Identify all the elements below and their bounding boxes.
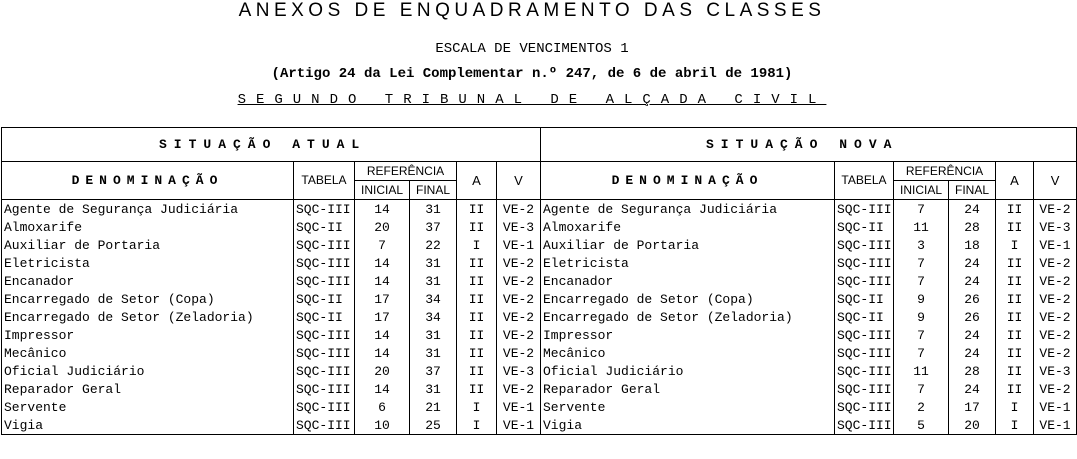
- current-name-cell: Encanador: [2, 272, 294, 290]
- current-name-cell: Oficial Judiciário: [2, 362, 294, 380]
- new-final-cell: 26: [949, 308, 996, 326]
- new-a-cell: II: [996, 200, 1034, 219]
- col-inicial-new: INICIAL: [894, 181, 949, 200]
- current-v-cell: VE-2: [497, 272, 541, 290]
- new-a-cell: I: [996, 416, 1034, 435]
- current-inicial-cell: 20: [355, 218, 410, 236]
- new-final-cell: 28: [949, 218, 996, 236]
- new-name-cell: Reparador Geral: [541, 380, 835, 398]
- current-a-cell: II: [457, 218, 497, 236]
- col-denominacao-current: DENOMINAÇÃO: [2, 162, 294, 200]
- new-tabela-cell: SQC-III: [835, 398, 894, 416]
- table-body: [2, 200, 1077, 435]
- document-title: ANEXOS DE ENQUADRAMENTO DAS CLASSES: [238, 0, 826, 21]
- current-final-cell: 31: [410, 200, 457, 219]
- current-tabela-cell: SQC-III: [294, 416, 355, 435]
- current-final-cell: 31: [410, 254, 457, 272]
- new-v-cell: VE-1: [1034, 236, 1077, 254]
- current-v-cell: VE-1: [497, 416, 541, 435]
- table-row: [2, 218, 1077, 236]
- current-final-cell: 22: [410, 236, 457, 254]
- current-inicial-cell: 10: [355, 416, 410, 435]
- new-name-cell: Servente: [541, 398, 835, 416]
- new-tabela-cell: SQC-III: [835, 326, 894, 344]
- current-tabela-cell: SQC-III: [294, 380, 355, 398]
- new-inicial-cell: 9: [894, 290, 949, 308]
- new-inicial-cell: 7: [894, 344, 949, 362]
- current-a-cell: II: [457, 308, 497, 326]
- current-v-cell: VE-2: [497, 254, 541, 272]
- current-inicial-cell: 17: [355, 290, 410, 308]
- classes-table: [1, 127, 1077, 435]
- current-final-cell: 31: [410, 326, 457, 344]
- current-tabela-cell: SQC-III: [294, 362, 355, 380]
- new-tabela-cell: SQC-II: [835, 218, 894, 236]
- new-inicial-cell: 9: [894, 308, 949, 326]
- new-inicial-cell: 11: [894, 362, 949, 380]
- new-final-cell: 24: [949, 200, 996, 219]
- current-tabela-cell: SQC-III: [294, 236, 355, 254]
- new-name-cell: Impressor: [541, 326, 835, 344]
- table-row: [2, 362, 1077, 380]
- current-inicial-cell: 6: [355, 398, 410, 416]
- table-row: [2, 326, 1077, 344]
- new-inicial-cell: 3: [894, 236, 949, 254]
- new-a-cell: I: [996, 398, 1034, 416]
- current-tabela-cell: SQC-II: [294, 308, 355, 326]
- new-name-cell: Auxiliar de Portaria: [541, 236, 835, 254]
- scale-subtitle: ESCALA DE VENCIMENTOS 1: [435, 41, 629, 57]
- current-v-cell: VE-3: [497, 218, 541, 236]
- current-tabela-cell: SQC-II: [294, 218, 355, 236]
- new-v-cell: VE-3: [1034, 362, 1077, 380]
- current-v-cell: VE-2: [497, 326, 541, 344]
- new-inicial-cell: 11: [894, 218, 949, 236]
- new-v-cell: VE-2: [1034, 344, 1077, 362]
- new-final-cell: 28: [949, 362, 996, 380]
- col-inicial-current: INICIAL: [355, 181, 410, 200]
- new-v-cell: VE-2: [1034, 272, 1077, 290]
- new-v-cell: VE-2: [1034, 326, 1077, 344]
- law-reference: (Artigo 24 da Lei Complementar n.º 247, de 6 de abril de 1981): [271, 66, 793, 82]
- current-inicial-cell: 17: [355, 308, 410, 326]
- new-a-cell: II: [996, 326, 1034, 344]
- new-final-cell: 24: [949, 380, 996, 398]
- current-a-cell: I: [457, 236, 497, 254]
- current-final-cell: 21: [410, 398, 457, 416]
- col-a-current: A: [457, 162, 497, 200]
- new-name-cell: Encanador: [541, 272, 835, 290]
- current-tabela-cell: SQC-III: [294, 326, 355, 344]
- current-tabela-cell: SQC-III: [294, 344, 355, 362]
- current-inicial-cell: 14: [355, 380, 410, 398]
- table-row: [2, 254, 1077, 272]
- new-name-cell: Encarregado de Setor (Copa): [541, 290, 835, 308]
- new-v-cell: VE-2: [1034, 308, 1077, 326]
- new-name-cell: Vigia: [541, 416, 835, 435]
- new-tabela-cell: SQC-II: [835, 308, 894, 326]
- current-tabela-cell: SQC-III: [294, 398, 355, 416]
- new-v-cell: VE-2: [1034, 200, 1077, 219]
- table-row: [2, 272, 1077, 290]
- current-inicial-cell: 14: [355, 272, 410, 290]
- new-name-cell: Mecânico: [541, 344, 835, 362]
- current-v-cell: VE-1: [497, 236, 541, 254]
- current-tabela-cell: SQC-III: [294, 200, 355, 219]
- current-a-cell: II: [457, 362, 497, 380]
- col-tabela-current: TABELA: [294, 162, 355, 200]
- new-final-cell: 24: [949, 272, 996, 290]
- current-name-cell: Vigia: [2, 416, 294, 435]
- table-row: [2, 398, 1077, 416]
- current-name-cell: Agente de Segurança Judiciária: [2, 200, 294, 219]
- new-tabela-cell: SQC-III: [835, 272, 894, 290]
- current-v-cell: VE-2: [497, 380, 541, 398]
- current-name-cell: Reparador Geral: [2, 380, 294, 398]
- new-v-cell: VE-2: [1034, 380, 1077, 398]
- new-inicial-cell: 5: [894, 416, 949, 435]
- court-heading: SEGUNDO TRIBUNAL DE ALÇADA CIVIL: [237, 92, 827, 108]
- new-tabela-cell: SQC-II: [835, 290, 894, 308]
- current-v-cell: VE-2: [497, 200, 541, 219]
- col-a-new: A: [996, 162, 1034, 200]
- new-inicial-cell: 7: [894, 272, 949, 290]
- table-row: [2, 344, 1077, 362]
- current-v-cell: VE-2: [497, 290, 541, 308]
- current-a-cell: II: [457, 326, 497, 344]
- new-tabela-cell: SQC-III: [835, 344, 894, 362]
- current-final-cell: 31: [410, 380, 457, 398]
- table-row: [2, 308, 1077, 326]
- current-inicial-cell: 14: [355, 200, 410, 219]
- current-a-cell: II: [457, 254, 497, 272]
- new-final-cell: 17: [949, 398, 996, 416]
- table-row: [2, 416, 1077, 435]
- col-final-new: FINAL: [949, 181, 996, 200]
- new-tabela-cell: SQC-III: [835, 254, 894, 272]
- new-name-cell: Encarregado de Setor (Zeladoria): [541, 308, 835, 326]
- current-name-cell: Almoxarife: [2, 218, 294, 236]
- section-current: SITUAÇÃO ATUAL: [2, 128, 541, 162]
- new-v-cell: VE-1: [1034, 416, 1077, 435]
- current-a-cell: II: [457, 272, 497, 290]
- new-a-cell: II: [996, 218, 1034, 236]
- new-v-cell: VE-3: [1034, 218, 1077, 236]
- new-name-cell: Oficial Judiciário: [541, 362, 835, 380]
- new-v-cell: VE-2: [1034, 290, 1077, 308]
- col-referencia-current: REFERÊNCIA: [355, 162, 457, 181]
- new-final-cell: 26: [949, 290, 996, 308]
- current-v-cell: VE-1: [497, 398, 541, 416]
- new-tabela-cell: SQC-III: [835, 200, 894, 219]
- current-name-cell: Mecânico: [2, 344, 294, 362]
- current-a-cell: II: [457, 380, 497, 398]
- new-a-cell: II: [996, 344, 1034, 362]
- table-row: [2, 290, 1077, 308]
- current-a-cell: II: [457, 290, 497, 308]
- section-new: SITUAÇÃO NOVA: [541, 128, 1077, 162]
- current-final-cell: 25: [410, 416, 457, 435]
- current-final-cell: 37: [410, 218, 457, 236]
- new-inicial-cell: 7: [894, 326, 949, 344]
- new-final-cell: 24: [949, 254, 996, 272]
- current-name-cell: Servente: [2, 398, 294, 416]
- current-a-cell: I: [457, 398, 497, 416]
- current-name-cell: Impressor: [2, 326, 294, 344]
- new-inicial-cell: 2: [894, 398, 949, 416]
- new-final-cell: 24: [949, 344, 996, 362]
- new-name-cell: Almoxarife: [541, 218, 835, 236]
- new-final-cell: 20: [949, 416, 996, 435]
- new-a-cell: II: [996, 290, 1034, 308]
- new-a-cell: II: [996, 380, 1034, 398]
- table-row: [2, 236, 1077, 254]
- new-v-cell: VE-1: [1034, 398, 1077, 416]
- current-name-cell: Auxiliar de Portaria: [2, 236, 294, 254]
- col-final-current: FINAL: [410, 181, 457, 200]
- current-inicial-cell: 14: [355, 344, 410, 362]
- new-v-cell: VE-2: [1034, 254, 1077, 272]
- current-final-cell: 34: [410, 308, 457, 326]
- current-v-cell: VE-2: [497, 308, 541, 326]
- new-name-cell: Eletricista: [541, 254, 835, 272]
- current-a-cell: II: [457, 200, 497, 219]
- current-v-cell: VE-3: [497, 362, 541, 380]
- current-inicial-cell: 14: [355, 254, 410, 272]
- new-inicial-cell: 7: [894, 380, 949, 398]
- new-tabela-cell: SQC-III: [835, 362, 894, 380]
- current-inicial-cell: 7: [355, 236, 410, 254]
- col-tabela-new: TABELA: [835, 162, 894, 200]
- new-tabela-cell: SQC-III: [835, 416, 894, 435]
- table-row: [2, 200, 1077, 219]
- current-name-cell: Encarregado de Setor (Zeladoria): [2, 308, 294, 326]
- current-a-cell: II: [457, 344, 497, 362]
- current-tabela-cell: SQC-III: [294, 254, 355, 272]
- new-tabela-cell: SQC-III: [835, 380, 894, 398]
- new-inicial-cell: 7: [894, 200, 949, 219]
- new-inicial-cell: 7: [894, 254, 949, 272]
- current-final-cell: 31: [410, 344, 457, 362]
- new-name-cell: Agente de Segurança Judiciária: [541, 200, 835, 219]
- new-final-cell: 18: [949, 236, 996, 254]
- new-tabela-cell: SQC-III: [835, 236, 894, 254]
- current-name-cell: Eletricista: [2, 254, 294, 272]
- current-a-cell: I: [457, 416, 497, 435]
- table-row: [2, 380, 1077, 398]
- new-a-cell: II: [996, 254, 1034, 272]
- current-tabela-cell: SQC-II: [294, 290, 355, 308]
- current-v-cell: VE-2: [497, 344, 541, 362]
- new-a-cell: I: [996, 236, 1034, 254]
- court-heading-wrap: [0, 91, 1064, 109]
- new-final-cell: 24: [949, 326, 996, 344]
- current-tabela-cell: SQC-III: [294, 272, 355, 290]
- col-v-new: V: [1034, 162, 1077, 200]
- col-referencia-new: REFERÊNCIA: [894, 162, 996, 181]
- col-denominacao-new: DENOMINAÇÃO: [541, 162, 835, 200]
- new-a-cell: II: [996, 362, 1034, 380]
- current-name-cell: Encarregado de Setor (Copa): [2, 290, 294, 308]
- new-a-cell: II: [996, 308, 1034, 326]
- current-final-cell: 31: [410, 272, 457, 290]
- current-inicial-cell: 14: [355, 326, 410, 344]
- col-v-current: V: [497, 162, 541, 200]
- current-final-cell: 37: [410, 362, 457, 380]
- current-final-cell: 34: [410, 290, 457, 308]
- new-a-cell: II: [996, 272, 1034, 290]
- current-inicial-cell: 20: [355, 362, 410, 380]
